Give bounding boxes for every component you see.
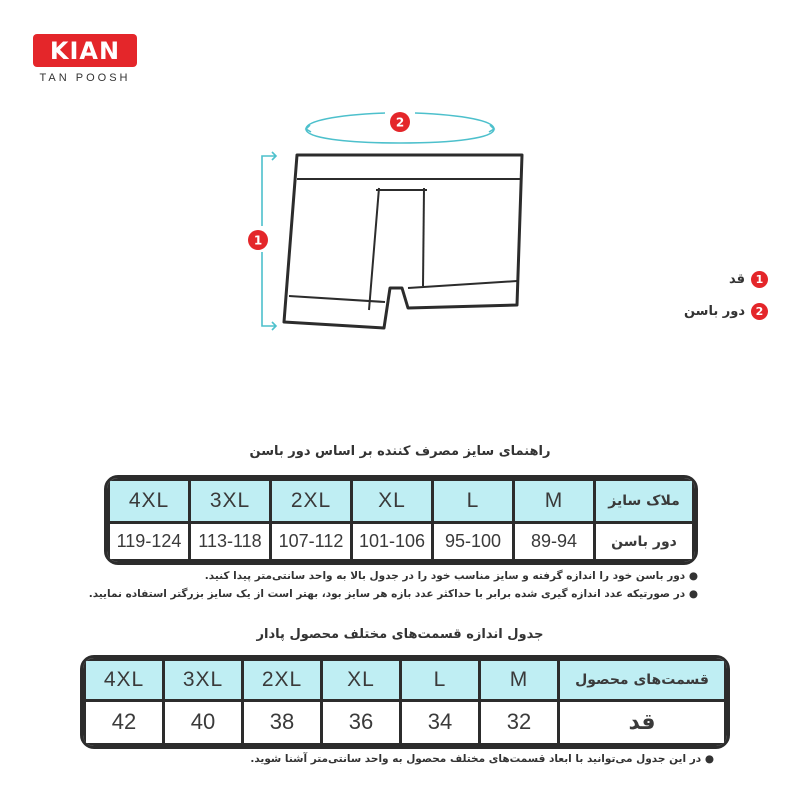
front-panel-right (423, 188, 424, 286)
table-row (86, 661, 724, 699)
size-header-l: L (402, 661, 478, 699)
table-row (110, 524, 692, 559)
length-value-2xl: 38 (244, 702, 320, 743)
size-header-l: L (434, 481, 512, 521)
legend-badge: 1 (751, 271, 768, 288)
length-value-m: 32 (481, 702, 557, 743)
size-header-xl: XL (353, 481, 431, 521)
header-label: قسمت‌های محصول (560, 661, 724, 699)
hip-value-l: 95-100 (434, 524, 512, 559)
table1-note-1: ● دور باسن خود را اندازه گرفته و سایز مناسب خود را در جدول بالا به واحد سانتی‌متر پیدا کنید. (204, 570, 698, 582)
legend-item-hip (684, 303, 768, 320)
hip-value-m: 89-94 (515, 524, 593, 559)
length-value-4xl: 42 (86, 702, 162, 743)
table1-note-2: ● در صورتیکه عدد اندازه گیری شده برابر با حداکثر عدد بازه هر سایز بود، بهتر است از یک سایز بزرگتر استفاده نمایید. (88, 588, 698, 600)
size-header-3xl: 3XL (165, 661, 241, 699)
row-label: قد (560, 702, 724, 743)
header-label: ملاک سایز (596, 481, 692, 521)
legend-badge: 2 (751, 303, 768, 320)
size-header-m: M (515, 481, 593, 521)
size-header-4xl: 4XL (110, 481, 188, 521)
size-header-m: M (481, 661, 557, 699)
product-measurements-table (80, 655, 730, 749)
size-header-2xl: 2XL (272, 481, 350, 521)
size-header-4xl: 4XL (86, 661, 162, 699)
size-header-2xl: 2XL (244, 661, 320, 699)
svg-text:2: 2 (395, 115, 405, 130)
hip-value-xl: 101-106 (353, 524, 431, 559)
brand-logo (33, 34, 137, 67)
svg-text:1: 1 (253, 233, 263, 248)
row-label: دور باسن (596, 524, 692, 559)
legend-label: قد (728, 272, 745, 287)
table-row (110, 481, 692, 521)
table2-note-1: ● در این جدول می‌توانید با ابعاد قسمت‌های مختلف محصول به واحد سانتی‌متر آشنا شوید. (250, 753, 714, 765)
note-text: در این جدول می‌توانید با ابعاد قسمت‌های مختلف محصول به واحد سانتی‌متر آشنا شوید. (250, 753, 702, 765)
brand-logo-text: KIAN (49, 36, 121, 65)
length-value-3xl: 40 (165, 702, 241, 743)
hip-value-2xl: 107-112 (272, 524, 350, 559)
marker-1 (248, 230, 268, 250)
legend-label: دور باسن (683, 304, 745, 319)
size-header-xl: XL (323, 661, 399, 699)
note-text: دور باسن خود را اندازه گرفته و سایز مناسب خود را در جدول بالا به واحد سانتی‌متر پیدا کنید. (204, 570, 686, 582)
table2-title: جدول اندازه قسمت‌های مختلف محصول پادار (256, 627, 544, 642)
size-header-3xl: 3XL (191, 481, 269, 521)
legend-item-height (729, 271, 768, 288)
length-value-l: 34 (402, 702, 478, 743)
note-text: در صورتیکه عدد اندازه گیری شده برابر با حداکثر عدد بازه هر سایز بود، بهتر است از یک سایز بزرگتر استفاده نمایید. (88, 588, 686, 600)
length-value-xl: 36 (323, 702, 399, 743)
boxer-measurement-diagram (240, 100, 540, 345)
brand-tagline: TAN POOSH (39, 72, 131, 84)
boxer-shape (284, 155, 522, 328)
size-guide-table (104, 475, 698, 565)
table1-title: راهنمای سایز مصرف کننده بر اساس دور باسن (249, 444, 551, 459)
hip-value-3xl: 113-118 (191, 524, 269, 559)
table-row (86, 702, 724, 743)
marker-2 (390, 112, 410, 132)
hip-value-4xl: 119-124 (110, 524, 188, 559)
